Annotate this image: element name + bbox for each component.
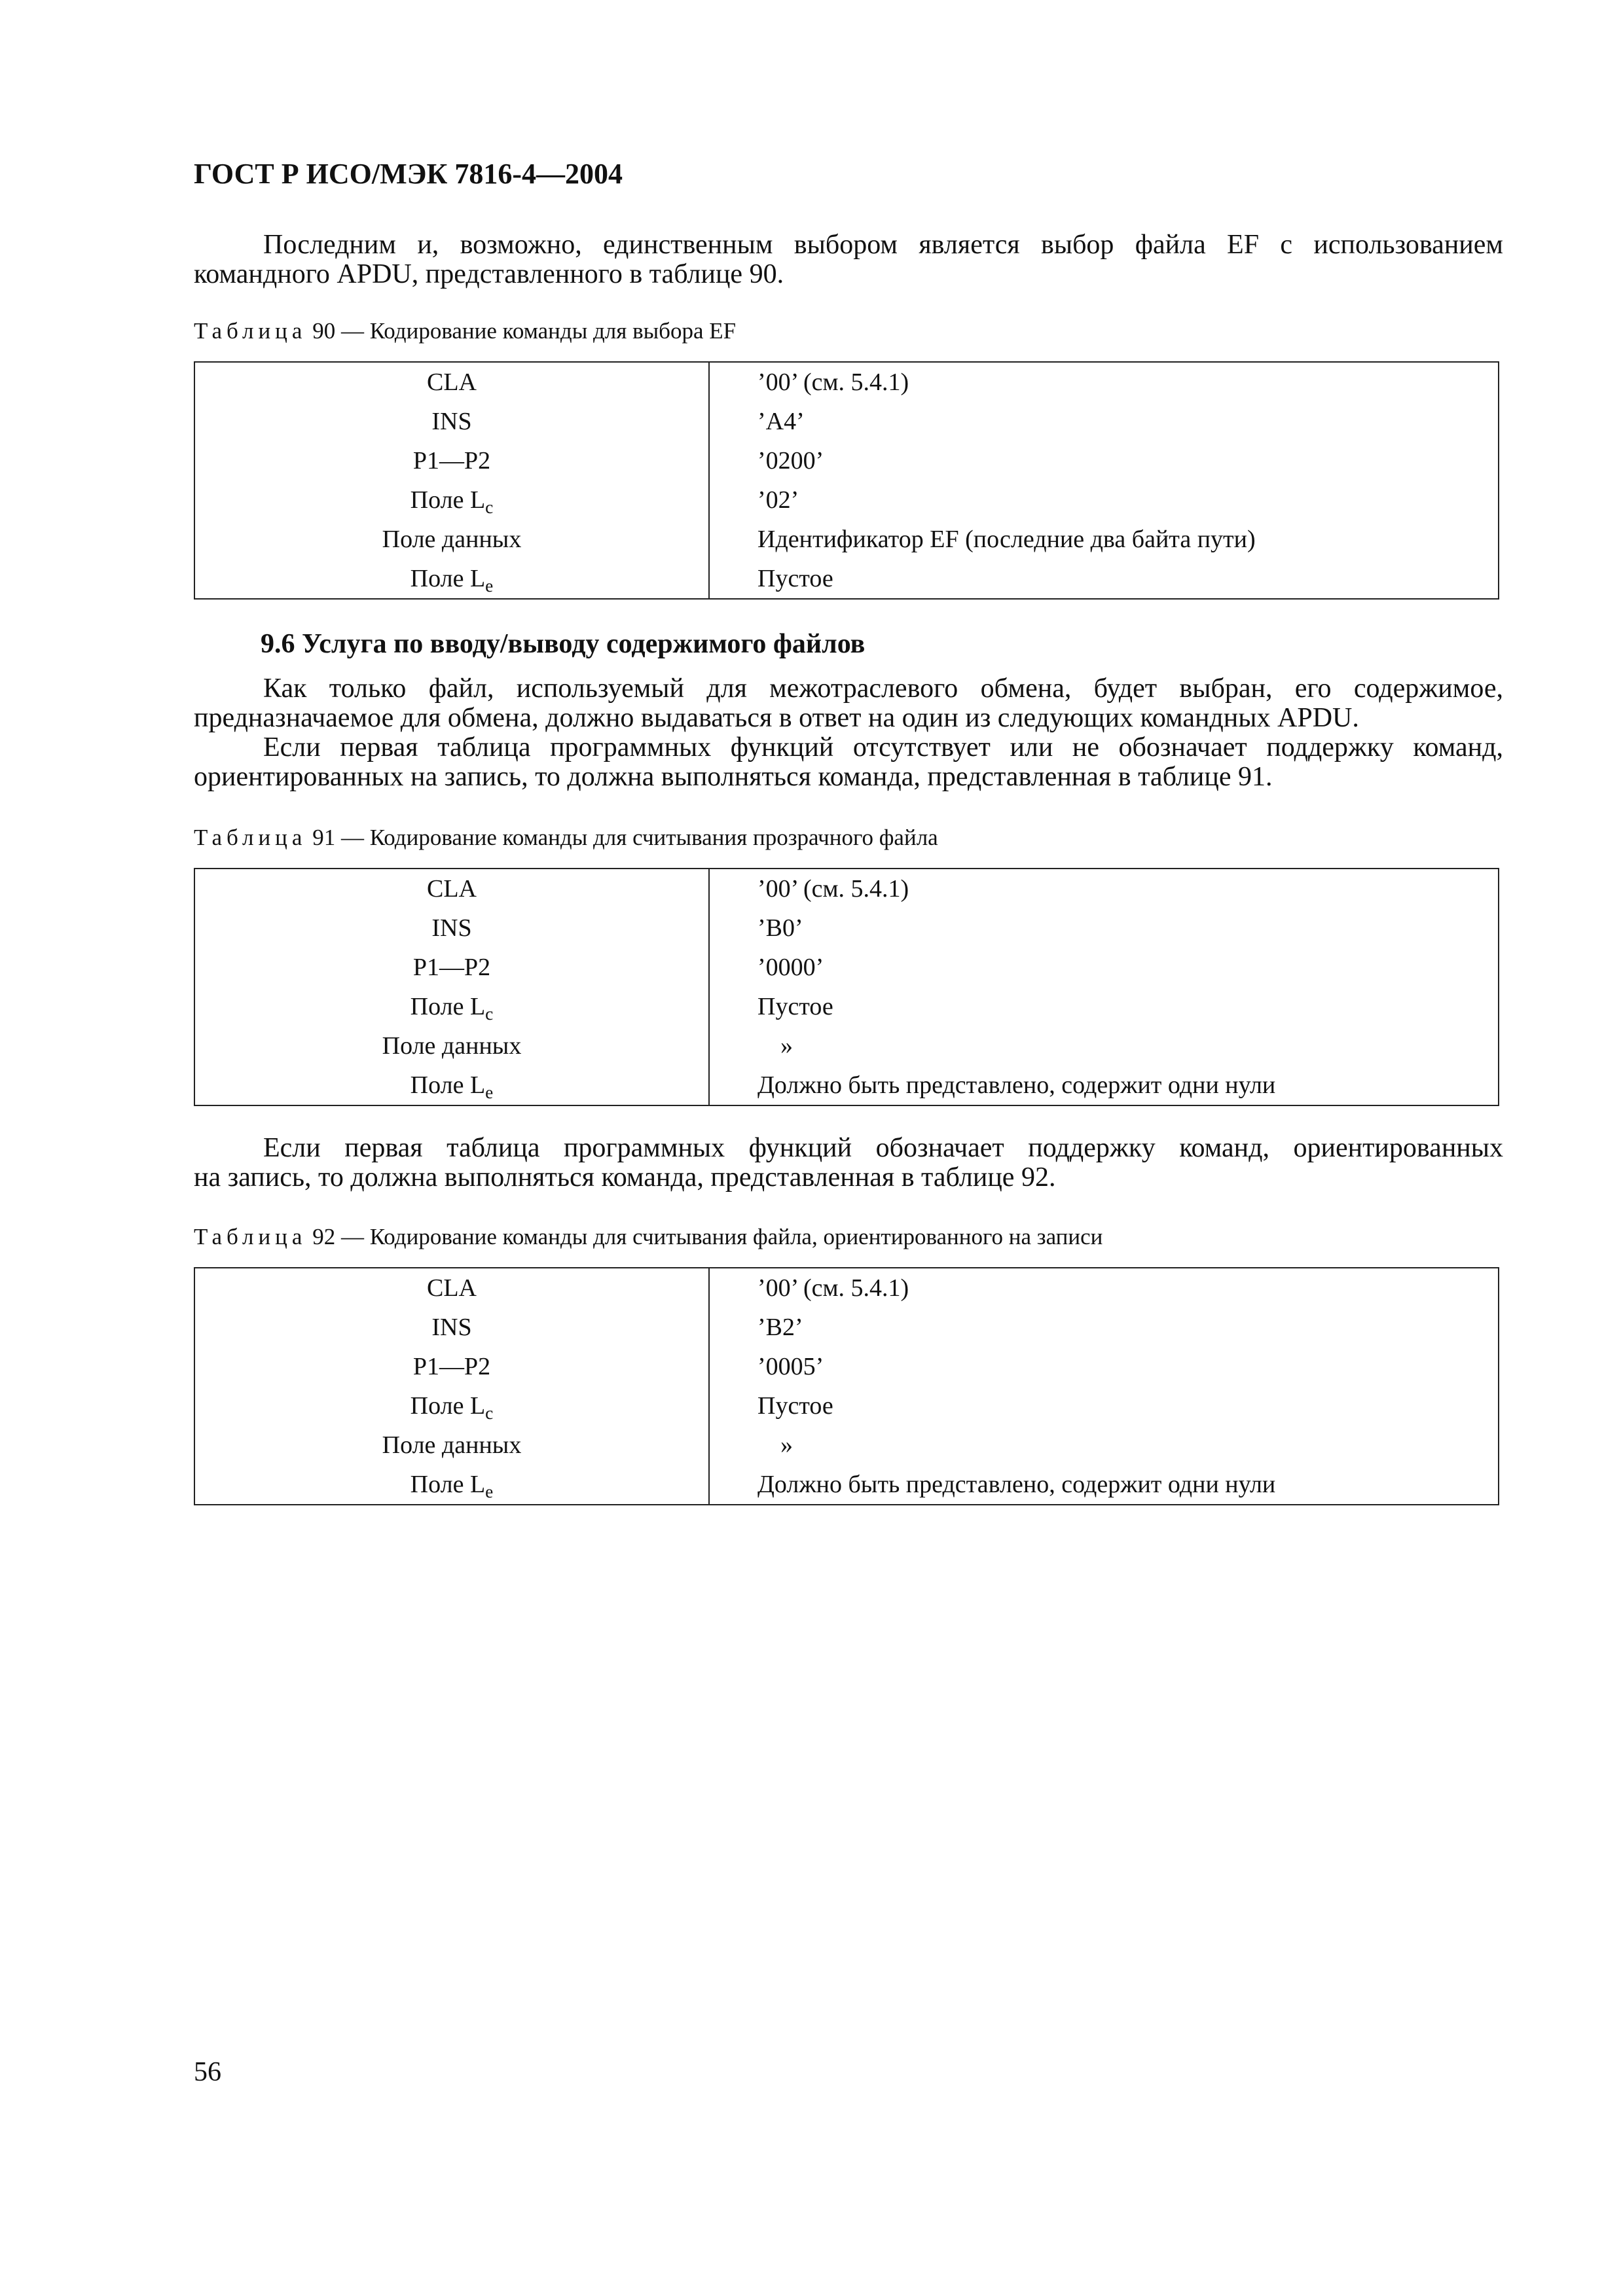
table-cell-value: ’0005’ bbox=[757, 1353, 824, 1380]
table-cell-key: Поле $L_c$ bbox=[194, 1386, 709, 1426]
table-cell-value: Должно быть представлено, содержит одни нули bbox=[757, 1471, 1276, 1498]
paragraph-line: командного APDU, представленного в таблице 90. bbox=[194, 259, 784, 289]
table-cell-key: Поле $L_e$ bbox=[194, 1465, 709, 1505]
table-row bbox=[194, 869, 1499, 908]
table-92-caption bbox=[194, 1224, 1103, 1250]
table-cell-value: Пустое bbox=[757, 993, 833, 1020]
paragraph-line: Если первая таблица программных функций отсутствует или не обозначает поддержку команд, bbox=[263, 732, 1503, 762]
table-90 bbox=[194, 361, 1499, 600]
paragraph-line: Последним и, возможно, единственным выбором является выбор файла EF с использованием bbox=[263, 230, 1503, 260]
table-row bbox=[194, 1386, 1499, 1426]
paragraph-file-content bbox=[194, 674, 1503, 733]
table-cell-value: Пустое bbox=[757, 1392, 833, 1420]
paragraph-line: предназначаемое для обмена, должно выдаваться в ответ на один из следующих командных APDU. bbox=[194, 703, 1359, 733]
table-cell-key: Поле данных bbox=[194, 520, 709, 559]
table-cell-key: Поле $L_e$ bbox=[194, 559, 709, 599]
table-cell-value: ’00’ (см. 5.4.1) bbox=[757, 875, 909, 903]
table-cell-value: ’00’ (см. 5.4.1) bbox=[757, 1274, 909, 1302]
table-cell-key: CLA bbox=[194, 1268, 709, 1308]
table-row bbox=[194, 1347, 1499, 1386]
table-cell-key: CLA bbox=[194, 362, 709, 402]
table-row bbox=[194, 948, 1499, 987]
document-header-title: ГОСТ Р ИСО/МЭК 7816-4—2004 bbox=[194, 158, 623, 190]
table-cell-value: ’B2’ bbox=[757, 1314, 803, 1341]
table-row bbox=[194, 520, 1499, 559]
table-cell-value: ’B0’ bbox=[757, 914, 803, 942]
table-cell-key: P1—P2 bbox=[194, 1347, 709, 1386]
caption-label: Таблица bbox=[194, 1224, 307, 1249]
paragraph-line: на запись, то должна выполняться команда, представленная в таблице 92. bbox=[194, 1162, 1056, 1193]
table-cell-key: INS bbox=[194, 402, 709, 441]
table-cell-value: ’02’ bbox=[757, 486, 799, 514]
caption-label: Таблица bbox=[194, 318, 307, 344]
table-cell-value: ’0200’ bbox=[757, 447, 824, 475]
table-row bbox=[194, 1308, 1499, 1347]
table-row bbox=[194, 1026, 1499, 1066]
caption-label: Таблица bbox=[194, 825, 307, 850]
table-row bbox=[194, 1426, 1499, 1465]
table-91-caption bbox=[194, 825, 938, 851]
table-row bbox=[194, 1465, 1499, 1505]
table-cell-key: INS bbox=[194, 908, 709, 948]
table-cell-value: ’00’ (см. 5.4.1) bbox=[757, 368, 909, 396]
table-cell-key: Поле данных bbox=[194, 1426, 709, 1465]
paragraph-select-ef bbox=[194, 230, 1503, 289]
table-cell-key: CLA bbox=[194, 869, 709, 908]
table-90-caption bbox=[194, 318, 736, 344]
paragraph-line: Как только файл, используемый для межотраслевого обмена, будет выбран, его содержимое, bbox=[263, 673, 1503, 704]
table-cell-key: Поле $L_c$ bbox=[194, 987, 709, 1026]
table-row bbox=[194, 987, 1499, 1026]
table-row bbox=[194, 402, 1499, 441]
table-cell-value: ’0000’ bbox=[757, 954, 824, 981]
caption-text: 90 — Кодирование команды для выбора EF bbox=[312, 318, 737, 344]
table-cell-key: Поле $L_c$ bbox=[194, 480, 709, 520]
paragraph-line: Если первая таблица программных функций обозначает поддержку команд, ориентированных bbox=[263, 1133, 1503, 1163]
table-91 bbox=[194, 868, 1499, 1106]
paragraph-line: ориентированных на запись, то должна выполняться команда, представленная в таблице 91. bbox=[194, 762, 1273, 792]
table-row bbox=[194, 362, 1499, 402]
table-cell-value: Идентификатор EF (последние два байта пути) bbox=[757, 526, 1256, 553]
table-row bbox=[194, 1268, 1499, 1308]
table-row bbox=[194, 908, 1499, 948]
paragraph-table-91-intro bbox=[194, 733, 1503, 792]
section-heading-9-6: 9.6 Услуга по вводу/выводу содержимого файлов bbox=[261, 629, 866, 659]
table-cell-value: » bbox=[780, 1032, 793, 1060]
caption-text: 92 — Кодирование команды для считывания файла, ориентированного на записи bbox=[312, 1224, 1103, 1249]
table-row bbox=[194, 480, 1499, 520]
page-number: 56 bbox=[194, 2057, 221, 2087]
table-cell-value: ’A4’ bbox=[757, 408, 805, 435]
table-cell-key: INS bbox=[194, 1308, 709, 1347]
table-cell-key: Поле $L_e$ bbox=[194, 1066, 709, 1105]
table-cell-key: Поле данных bbox=[194, 1026, 709, 1066]
table-cell-value: Должно быть представлено, содержит одни нули bbox=[757, 1071, 1276, 1099]
table-cell-key: P1—P2 bbox=[194, 441, 709, 480]
table-cell-value: » bbox=[780, 1431, 793, 1459]
table-cell-key: P1—P2 bbox=[194, 948, 709, 987]
caption-text: 91 — Кодирование команды для считывания прозрачного файла bbox=[312, 825, 938, 850]
table-row bbox=[194, 441, 1499, 480]
paragraph-table-92-intro bbox=[194, 1134, 1503, 1193]
table-row bbox=[194, 1066, 1499, 1105]
table-row bbox=[194, 559, 1499, 599]
table-92 bbox=[194, 1267, 1499, 1505]
table-cell-value: Пустое bbox=[757, 565, 833, 592]
